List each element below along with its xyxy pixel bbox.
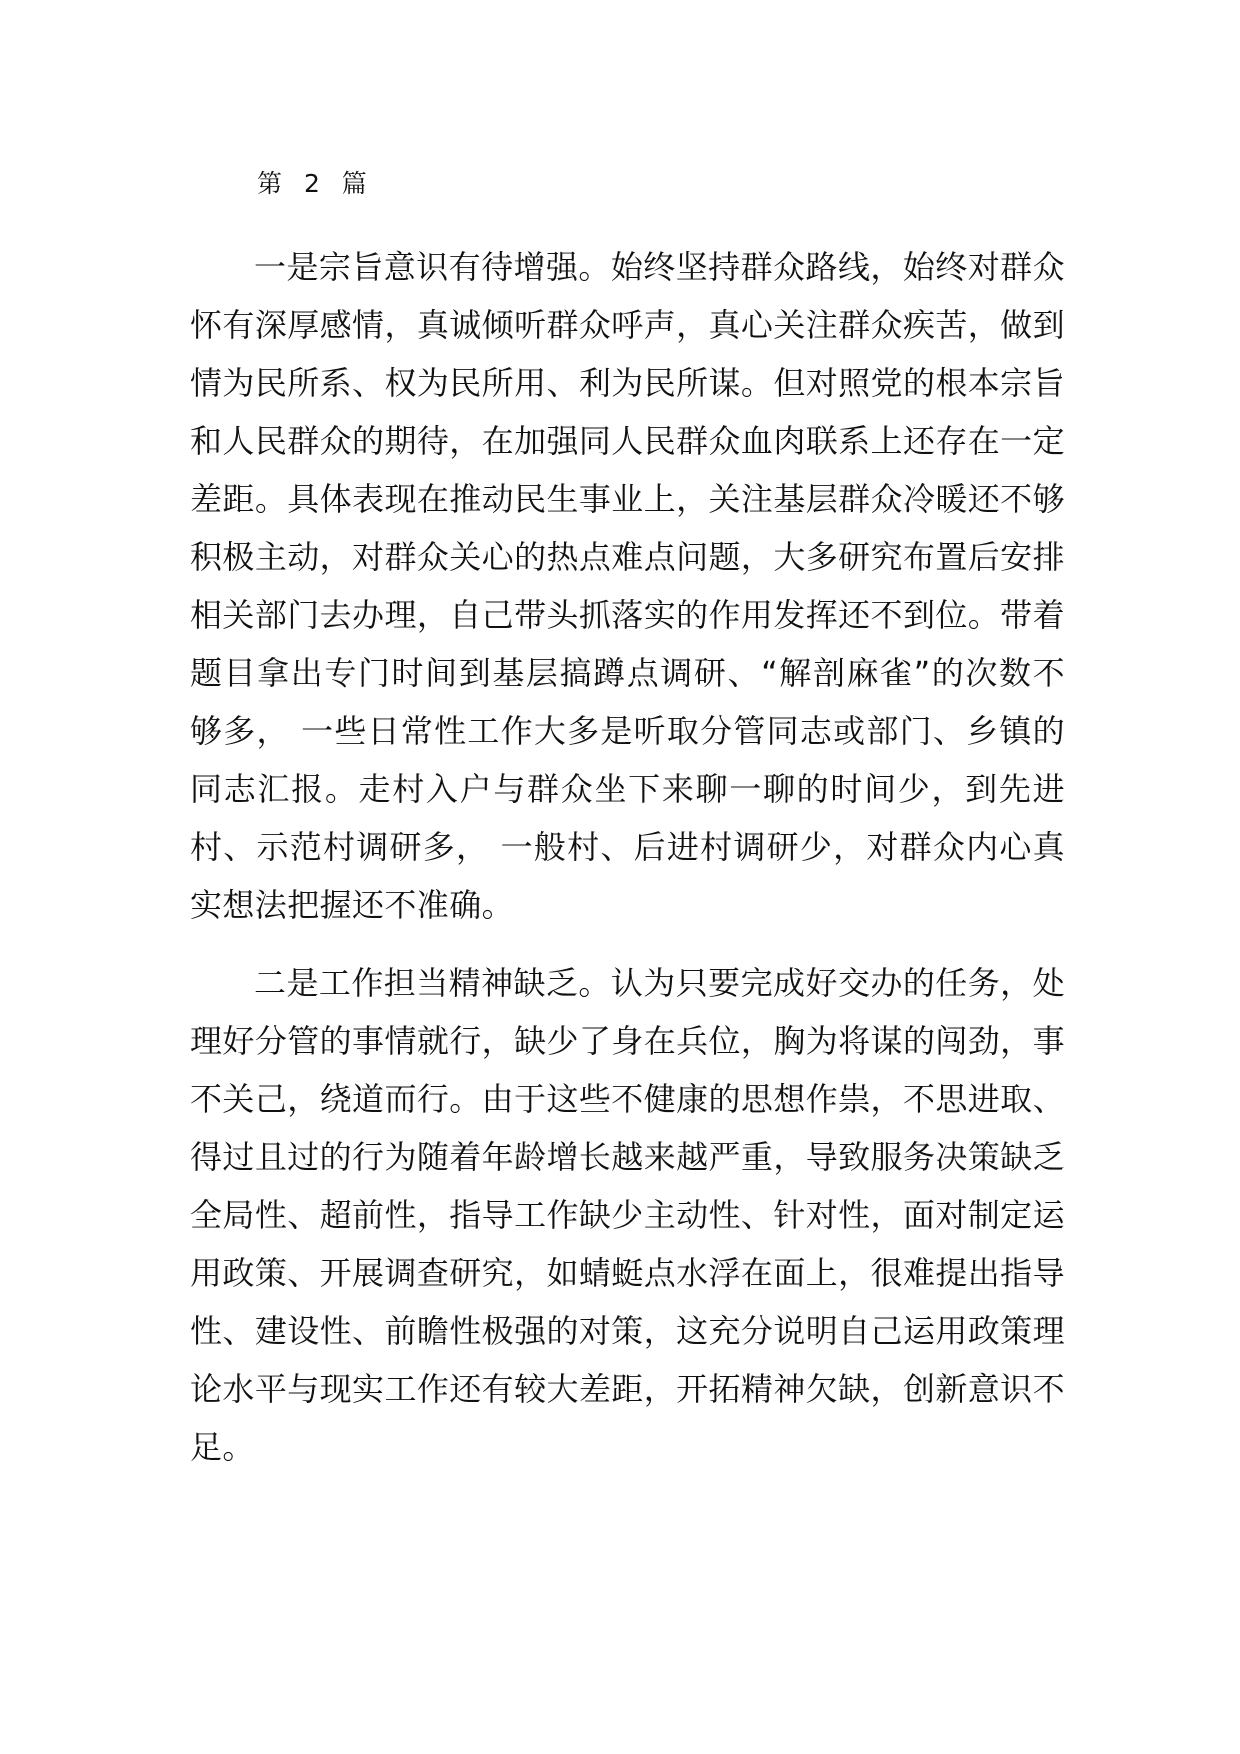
document-body (190, 238, 1065, 1496)
paragraph-1: 一是宗旨意识有待增强。始终坚持群众路线，始终对群众怀有深厚感情，真诚倾听群众呼声，真心关注群众疾苦，做到情为民所系、权为民所用、利为民所谋。但对照党的根本宗旨和人民群众的期待，在加强同人民群众血肉联系上还存在一定差距。具体表现在推动民生事业上，关注基层群众冷暖还不够积极主动，对群众关心的热点难点问题，大多研究布置后安排相关部门去办理，自己带头抓落实的作用发挥还不到位。带着题目拿出专门时间到基层搞蹲点调研、“解剖麻雀”的次数不够多， 一些日常性工作大多是听取分管同志或部门、乡镇的同志汇报。走村入户与群众坐下来聊一聊的时间少，到先进村、示范村调研多， 一般村、后进村调研少，对群众内心真实想法把握还不准确。 (190, 248, 1065, 924)
section-heading: 第 2 篇 (257, 169, 374, 198)
paragraph-2: 二是工作担当精神缺乏。认为只要完成好交办的任务，处理好分管的事情就行，缺少了身在兵位，胸为将谋的闯劲，事不关己，绕道而行。由于这些不健康的思想作祟，不思进取、得过且过的行为随着年龄增长越来越严重，导致服务决策缺乏全局性、超前性，指导工作缺少主动性、针对性，面对制定运用政策、开展调查研究，如蜻蜓点水浮在面上，很难提出指导性、建设性、前瞻性极强的对策，这充分说明自己运用政策理论水平与现实工作还有较大差距，开拓精神欠缺，创新意识不足。 (190, 964, 1065, 1466)
